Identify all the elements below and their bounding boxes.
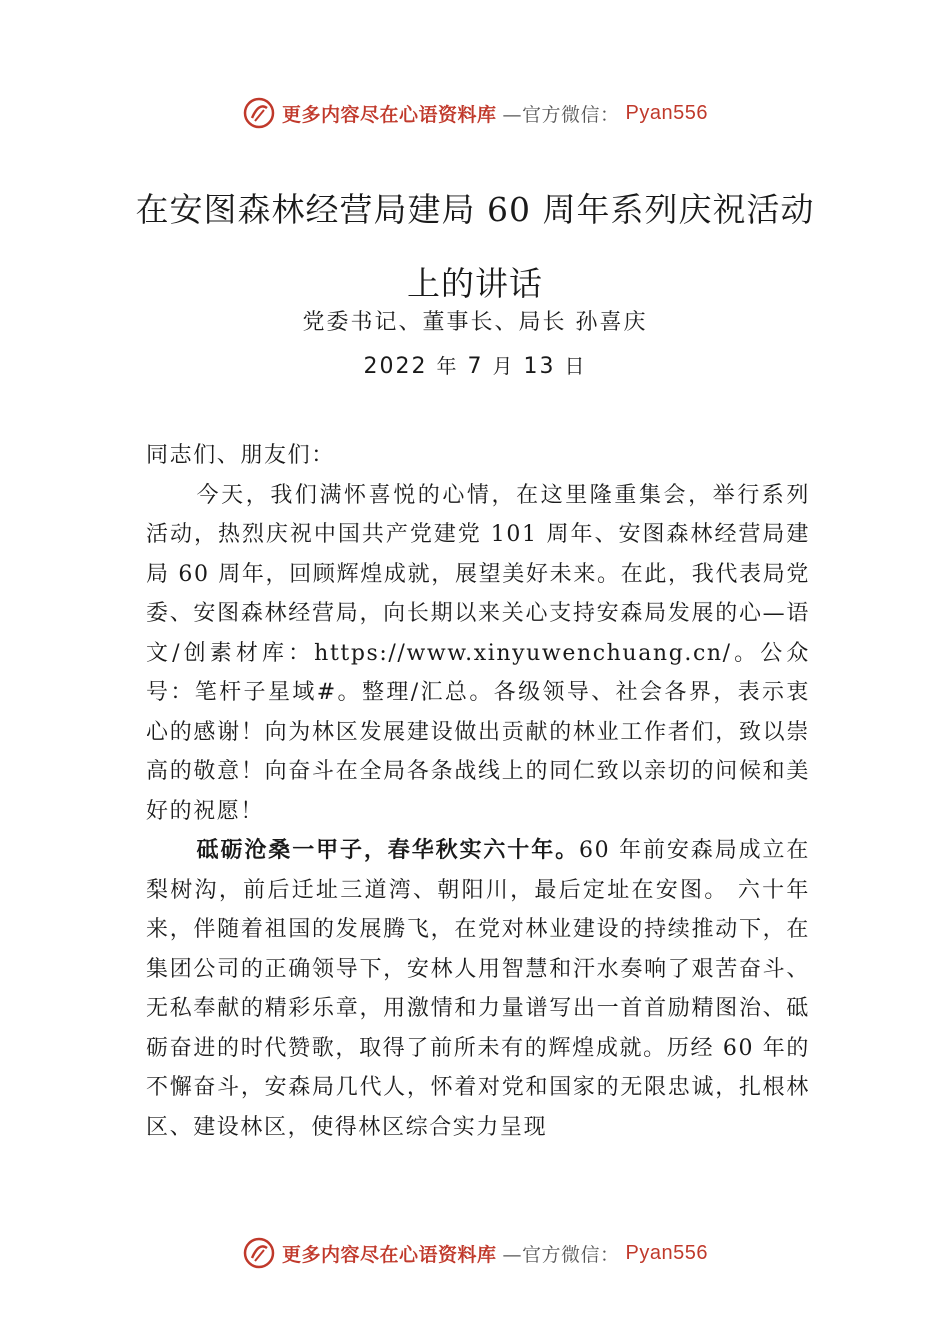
- banner-brand-name: 更多内容尽在心语资料库: [282, 103, 497, 126]
- document-date: [0, 350, 950, 379]
- date-day-unit: 日: [564, 354, 587, 378]
- paragraph-2-text: 60 年前安森局成立在梨树沟，前后迁址三道湾、朝阳川，最后定址在安图。 六十年来，伴随着祖国的发展腾飞，在党对林业建设的持续推动下，在集团公司的正确领导下，安林人用智慧和汗水奏响了艰苦奋斗、无私奉献的精彩乐章，用激情和力量谱写出一首首励精图治、砥砺奋进的时代赞歌，取得了前所未有的辉煌成就。历经 60 年的不懈奋斗，安森局几代人，怀着对党和国家的无限忠诚，扎根林区、建设林区，使得林区综合实力呈现: [146, 838, 810, 1140]
- paragraph-2: [146, 831, 810, 1147]
- paragraph-2-lead: 砥砺沧桑一甲子，春华秋实六十年。: [196, 837, 579, 863]
- date-month: 7: [467, 354, 484, 379]
- brand-logo-icon: [242, 96, 276, 130]
- document-body: [146, 436, 810, 1147]
- document-author: 党委书记、董事长、局长 孙喜庆: [302, 310, 648, 335]
- banner-brand-name: 更多内容尽在心语资料库: [282, 1243, 497, 1266]
- date-year: 2022: [363, 354, 428, 379]
- brand-logo-icon: [242, 1236, 276, 1270]
- paragraph-1: 今天，我们满怀喜悦的心情，在这里隆重集会，举行系列活动，热烈庆祝中国共产党建党 101 周年、安图森林经营局建局 60 周年，回顾辉煌成就，展望美好未来。在此，我代表局党委、安图森林经营局，向长期以来关心支持安森局发展的心—语文/创素材库：https://www.xinyuwenchuang.cn/。公众号：笔杆子星域#。整理/汇总。各级领导、社会各界，表示衷心的感谢！向为林区发展建设做出贡献的林业工作者们，致以崇高的敬意！向奋斗在全局各条战线上的同仁致以亲切的问候和美好的祝愿！: [146, 482, 810, 824]
- banner-wechat-id: Pyan556: [625, 1241, 708, 1264]
- document-title: 在安图森林经营局建局 60 周年系列庆祝活动上的讲话: [135, 190, 815, 303]
- date-year-unit: 年: [436, 354, 459, 378]
- header-banner: [0, 96, 950, 130]
- banner-wechat-label: —官方微信：: [502, 103, 620, 126]
- date-month-unit: 月: [492, 354, 515, 378]
- salutation: 同志们、朋友们：: [146, 443, 335, 468]
- footer-banner: [0, 1236, 950, 1270]
- banner-wechat-label: —官方微信：: [502, 1243, 620, 1266]
- banner-wechat-id: Pyan556: [625, 101, 708, 124]
- date-day: 13: [523, 354, 556, 379]
